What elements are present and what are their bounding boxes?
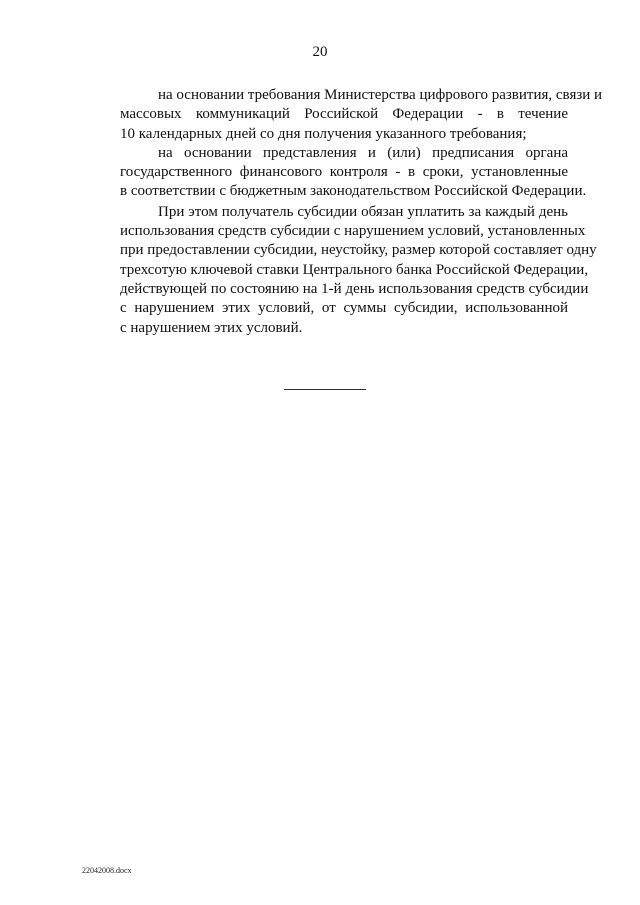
paragraph-financial-control (82, 144, 587, 202)
text-line: массовых коммуникаций Российской Федерации - в течение (120, 106, 568, 123)
text-line: на основании представления и (или) предписания органа (158, 144, 568, 161)
text-line: государственного финансового контроля - в сроки, установленные (120, 164, 568, 181)
page-number: 20 (312, 44, 328, 60)
paragraph-ministry-requirement (82, 86, 603, 144)
text-line: на основании требования Министерства цифрового развития, связи и (158, 87, 603, 103)
text-line: При этом получатель субсидии обязан уплатить за каждый день (158, 203, 568, 220)
end-of-text-rule (284, 389, 366, 390)
body-text (82, 86, 603, 338)
text-line: трехсотую ключевой ставки Центрального банка Российской Федерации, (120, 261, 589, 278)
paragraph-penalty (82, 203, 597, 338)
text-line: с нарушением этих условий, от суммы субсидии, использованной (120, 300, 568, 317)
document-file-code: 22042008.docx (82, 866, 132, 875)
text-line: действующей по состоянию на 1-й день использования средств субсидии (120, 280, 589, 297)
text-line: 10 календарных дней со дня получения указанного требования; (120, 125, 527, 142)
text-line: при предоставлении субсидии, неустойку, размер которой составляет одну (120, 242, 597, 259)
text-line: в соответствии с бюджетным законодательством Российской Федерации. (120, 183, 587, 200)
text-line: использования средств субсидии с нарушением условий, установленных (120, 223, 586, 240)
text-line: с нарушением этих условий. (120, 319, 303, 336)
